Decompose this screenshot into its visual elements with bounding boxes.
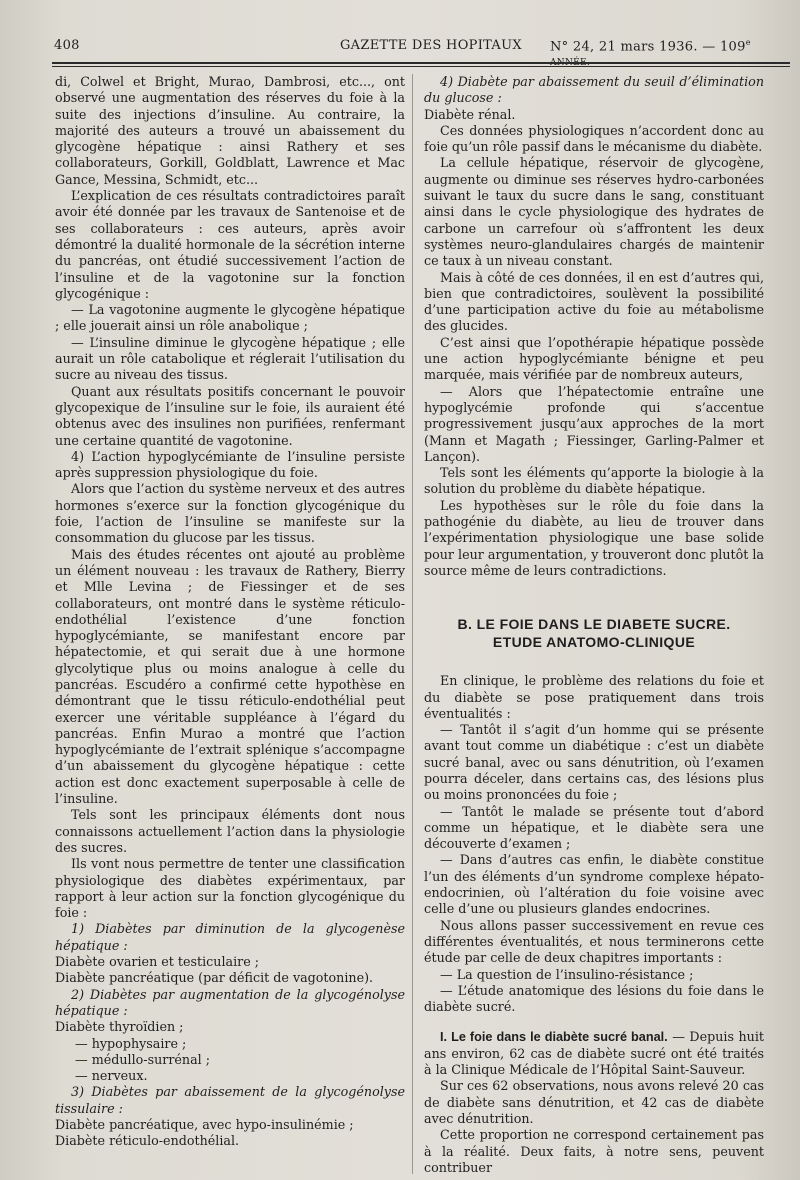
paragraph: Sur ces 62 observations, nous avons relevé 20 cas de diabète sans dénutrition, et 42 cas de diabète avec dénutrition. xyxy=(424,1078,764,1126)
paragraph: — L’insuline diminue le glycogène hépatique ; elle aurait un rôle catabolique et réglerait l’utilisation du sucre au niveau des tissus. xyxy=(55,334,405,383)
paragraph: — L’étude anatomique des lésions du foie dans le diabète sucré. xyxy=(424,982,764,1015)
paragraph: — Dans d’autres cas enfin, le diabète constitue l’un des éléments d’un syndrome complexe hépato-endocrinien, où l’altération du foie voisine avec celle d’une ou plusieurs glandes endocrines. xyxy=(424,852,764,917)
paragraph xyxy=(424,1029,764,1078)
list-item: Diabète thyroïdien ; xyxy=(55,1019,184,1035)
classification-heading: 3) Diabètes par abaissement de la glycogénolyse tissulaire : xyxy=(55,1084,405,1116)
issue-suffix: ANNÉE. xyxy=(550,58,591,69)
subsection-text: — Depuis huit ans environ, 62 cas de diabète sucré ont été traités à la Clinique Médicale de l’Hôpital Saint-Sauveur. xyxy=(424,1029,765,1078)
paragraph: — La question de l’insulino-résistance ; xyxy=(440,966,694,982)
header-rule-thick xyxy=(52,62,790,64)
paragraph: La cellule hépatique, réservoir de glycogène, augmente ou diminue ses réserves hydro-carbonées suivant le taux du sucre dans le sang, constituant ainsi dans le cycle physiologique des hydrates de carbone un carrefour où s’affrontent les deux systèmes neuro-glandulaires chargés de maintenir ce taux à un niveau constant. xyxy=(424,155,764,269)
paragraph: — La vagotonine augmente le glycogène hépatique ; elle jouerait ainsi un rôle anabolique ; xyxy=(55,302,405,334)
left-column xyxy=(55,74,405,1150)
paragraph: Quant aux résultats positifs concernant le pouvoir glycopexique de l’insuline sur le foie, ils auraient été obtenus avec des insulines non purifiées, renfermant une certaine quantité de vagotonine. xyxy=(55,383,405,448)
paragraph: 4) L’action hypoglycémiante de l’insuline persiste après suppression physiologique du foie. xyxy=(55,448,405,481)
running-header xyxy=(52,38,792,69)
paragraph: Alors que l’action du système nerveux et des autres hormones s’exerce sur la fonction glycogénique du foie, l’action de l’insuline se manifeste sur la consommation du glucose par les tissus. xyxy=(55,481,405,546)
paragraph: — Tantôt le malade se présente tout d’abord comme un hépatique, et le diabète sera une découverte d’examen ; xyxy=(424,803,764,852)
header-rule-thin xyxy=(52,66,790,67)
paragraph: C’est ainsi que l’opothérapie hépatique possède une action hypoglycémiante bénigne et peu marquée, mais vérifiée par de nombreux auteurs, xyxy=(424,334,764,383)
paragraph: Cette proportion ne correspond certainement pas à la réalité. Deux faits, à notre sens, peuvent contribuer xyxy=(424,1127,764,1175)
issue-sup: e xyxy=(745,38,751,47)
list-item: Diabète ovarien et testiculaire ; xyxy=(55,954,260,970)
subsection-heading: I. Le foie dans le diabète sucré banal. xyxy=(440,1030,668,1045)
classification-heading: 1) Diabètes par diminution de la glycogenèse hépatique : xyxy=(55,921,405,953)
paragraph: Mais à côté de ces données, il en est d’autres qui, bien que contradictoires, soulèvent la possibilité d’une participation active du foie au métabolisme des glucides. xyxy=(424,269,764,334)
paragraph: En clinique, le problème des relations du foie et du diabète se pose pratiquement dans trois éventualités : xyxy=(424,673,764,721)
issue-info xyxy=(550,38,792,69)
classification-heading: 4) Diabète par abaissement du seuil d’élimination du glucose : xyxy=(424,74,764,106)
paragraph: Tels sont les principaux éléments dont nous connaissons actuellement l’action dans la physiologie des sucres. xyxy=(55,807,405,855)
paragraph: — Tantôt il s’agit d’un homme qui se présente avant tout comme un diabétique : c’est un diabète sucré banal, avec ou sans dénutrition, où l’examen pourra déceler, dans certains cas, des lésions plus ou moins prononcées du foie ; xyxy=(424,722,764,803)
list-item: Diabète pancréatique, avec hypo-insulinémie ; xyxy=(55,1117,354,1132)
issue-text: N° 24, 21 mars 1936. — 109 xyxy=(550,39,746,55)
paragraph: Les hypothèses sur le rôle du foie dans la pathogénie du diabète, au lieu de trouver dans l’expérimentation physiologique une base solide pour leur argumentation, y trouveront donc plutôt la source même de leurs contradictions. xyxy=(424,497,764,578)
paragraph: di, Colwel et Bright, Murao, Dambrosi, etc..., ont observé une augmentation des réserves du foie à la suite des injections d’insuline. Au contraire, la majorité des auteurs a trouvé un abaissement du glycogène hépatique : ainsi Rathery et ses collaborateurs, Gorkill, Goldblatt, Lawrence et Mac Gance, Messina, Schmidt, etc... xyxy=(55,74,405,187)
list-item: — hypophysaire ; xyxy=(75,1035,187,1051)
paragraph: Ces données physiologiques n’accordent donc au foie qu’un rôle passif dans le mécanisme du diabète. xyxy=(424,122,764,155)
paragraph: L’explication de ces résultats contradictoires paraît avoir été donnée par les travaux de Santenoise et de ses collaborateurs : ces auteurs, après avoir démontré la dualité hormonale de la sécrétion interne du pancréas, ont étudié successivement l’action de l’insuline et de la vagotonine sur la fonction glycogénique : xyxy=(55,188,405,301)
paragraph: Ils vont nous permettre de tenter une classification physiologique des diabètes expérimentaux, par rapport à leur action sur la fonction glycogénique du foie : xyxy=(55,856,405,921)
section-heading xyxy=(424,615,764,651)
section-heading-line: B. LE FOIE DANS LE DIABETE SUCRE. xyxy=(457,616,731,633)
right-column xyxy=(424,74,764,1176)
list-item: Diabète réticulo-endothélial. xyxy=(55,1133,240,1149)
list-item: Diabète pancréatique (par déficit de vagotonine). xyxy=(55,970,374,986)
list-item: — nerveux. xyxy=(75,1068,148,1084)
classification-heading: 2) Diabètes par augmentation de la glycogénolyse hépatique : xyxy=(55,986,405,1018)
page-number: 408 xyxy=(54,38,80,53)
column-divider xyxy=(412,74,413,1174)
section-heading-line: ETUDE ANATOMO-CLINIQUE xyxy=(492,634,696,651)
paragraph: Mais des études récentes ont ajouté au problème un élément nouveau : les travaux de Rathery, Bierry et Mlle Levina ; de Fiessinger et de ses collaborateurs, ont montré dans le système réticulo-endothélial l’existence d’une fonction hypoglycémiante, se manifestant encore par hépatectomie, et qui serait due à une hormone glycolytique plus ou moins analogue à celle du pancréas. Escudéro a confirmé cette hypothèse en démontrant que le tissu réticulo-endothélial peut exercer une véritable suppléance à l’égard du pancréas. Enfin Murao a montré que l’action hypoglycémiante de l’extrait splénique s’accompagne d’un abaissement du glycogène hépatique : cette action est donc exactement superposable à celle de l’insuline. xyxy=(55,546,405,807)
list-item: Diabète rénal. xyxy=(424,106,516,122)
paragraph: Nous allons passer successivement en revue ces différentes éventualités, et nous terminerons cette étude par celle de deux chapitres importants : xyxy=(424,917,764,966)
paragraph: — Alors que l’hépatectomie entraîne une hypoglycémie profonde qui s’accentue progressivement jusqu’aux approches de la mort (Mann et Magath ; Fiessinger, Garling-Palmer et Lançon). xyxy=(424,383,764,464)
paragraph: Tels sont les éléments qu’apporte la biologie à la solution du problème du diabète hépatique. xyxy=(424,465,764,497)
list-item: — médullo-surrénal ; xyxy=(75,1051,211,1067)
journal-title: GAZETTE DES HOPITAUX xyxy=(340,38,522,53)
